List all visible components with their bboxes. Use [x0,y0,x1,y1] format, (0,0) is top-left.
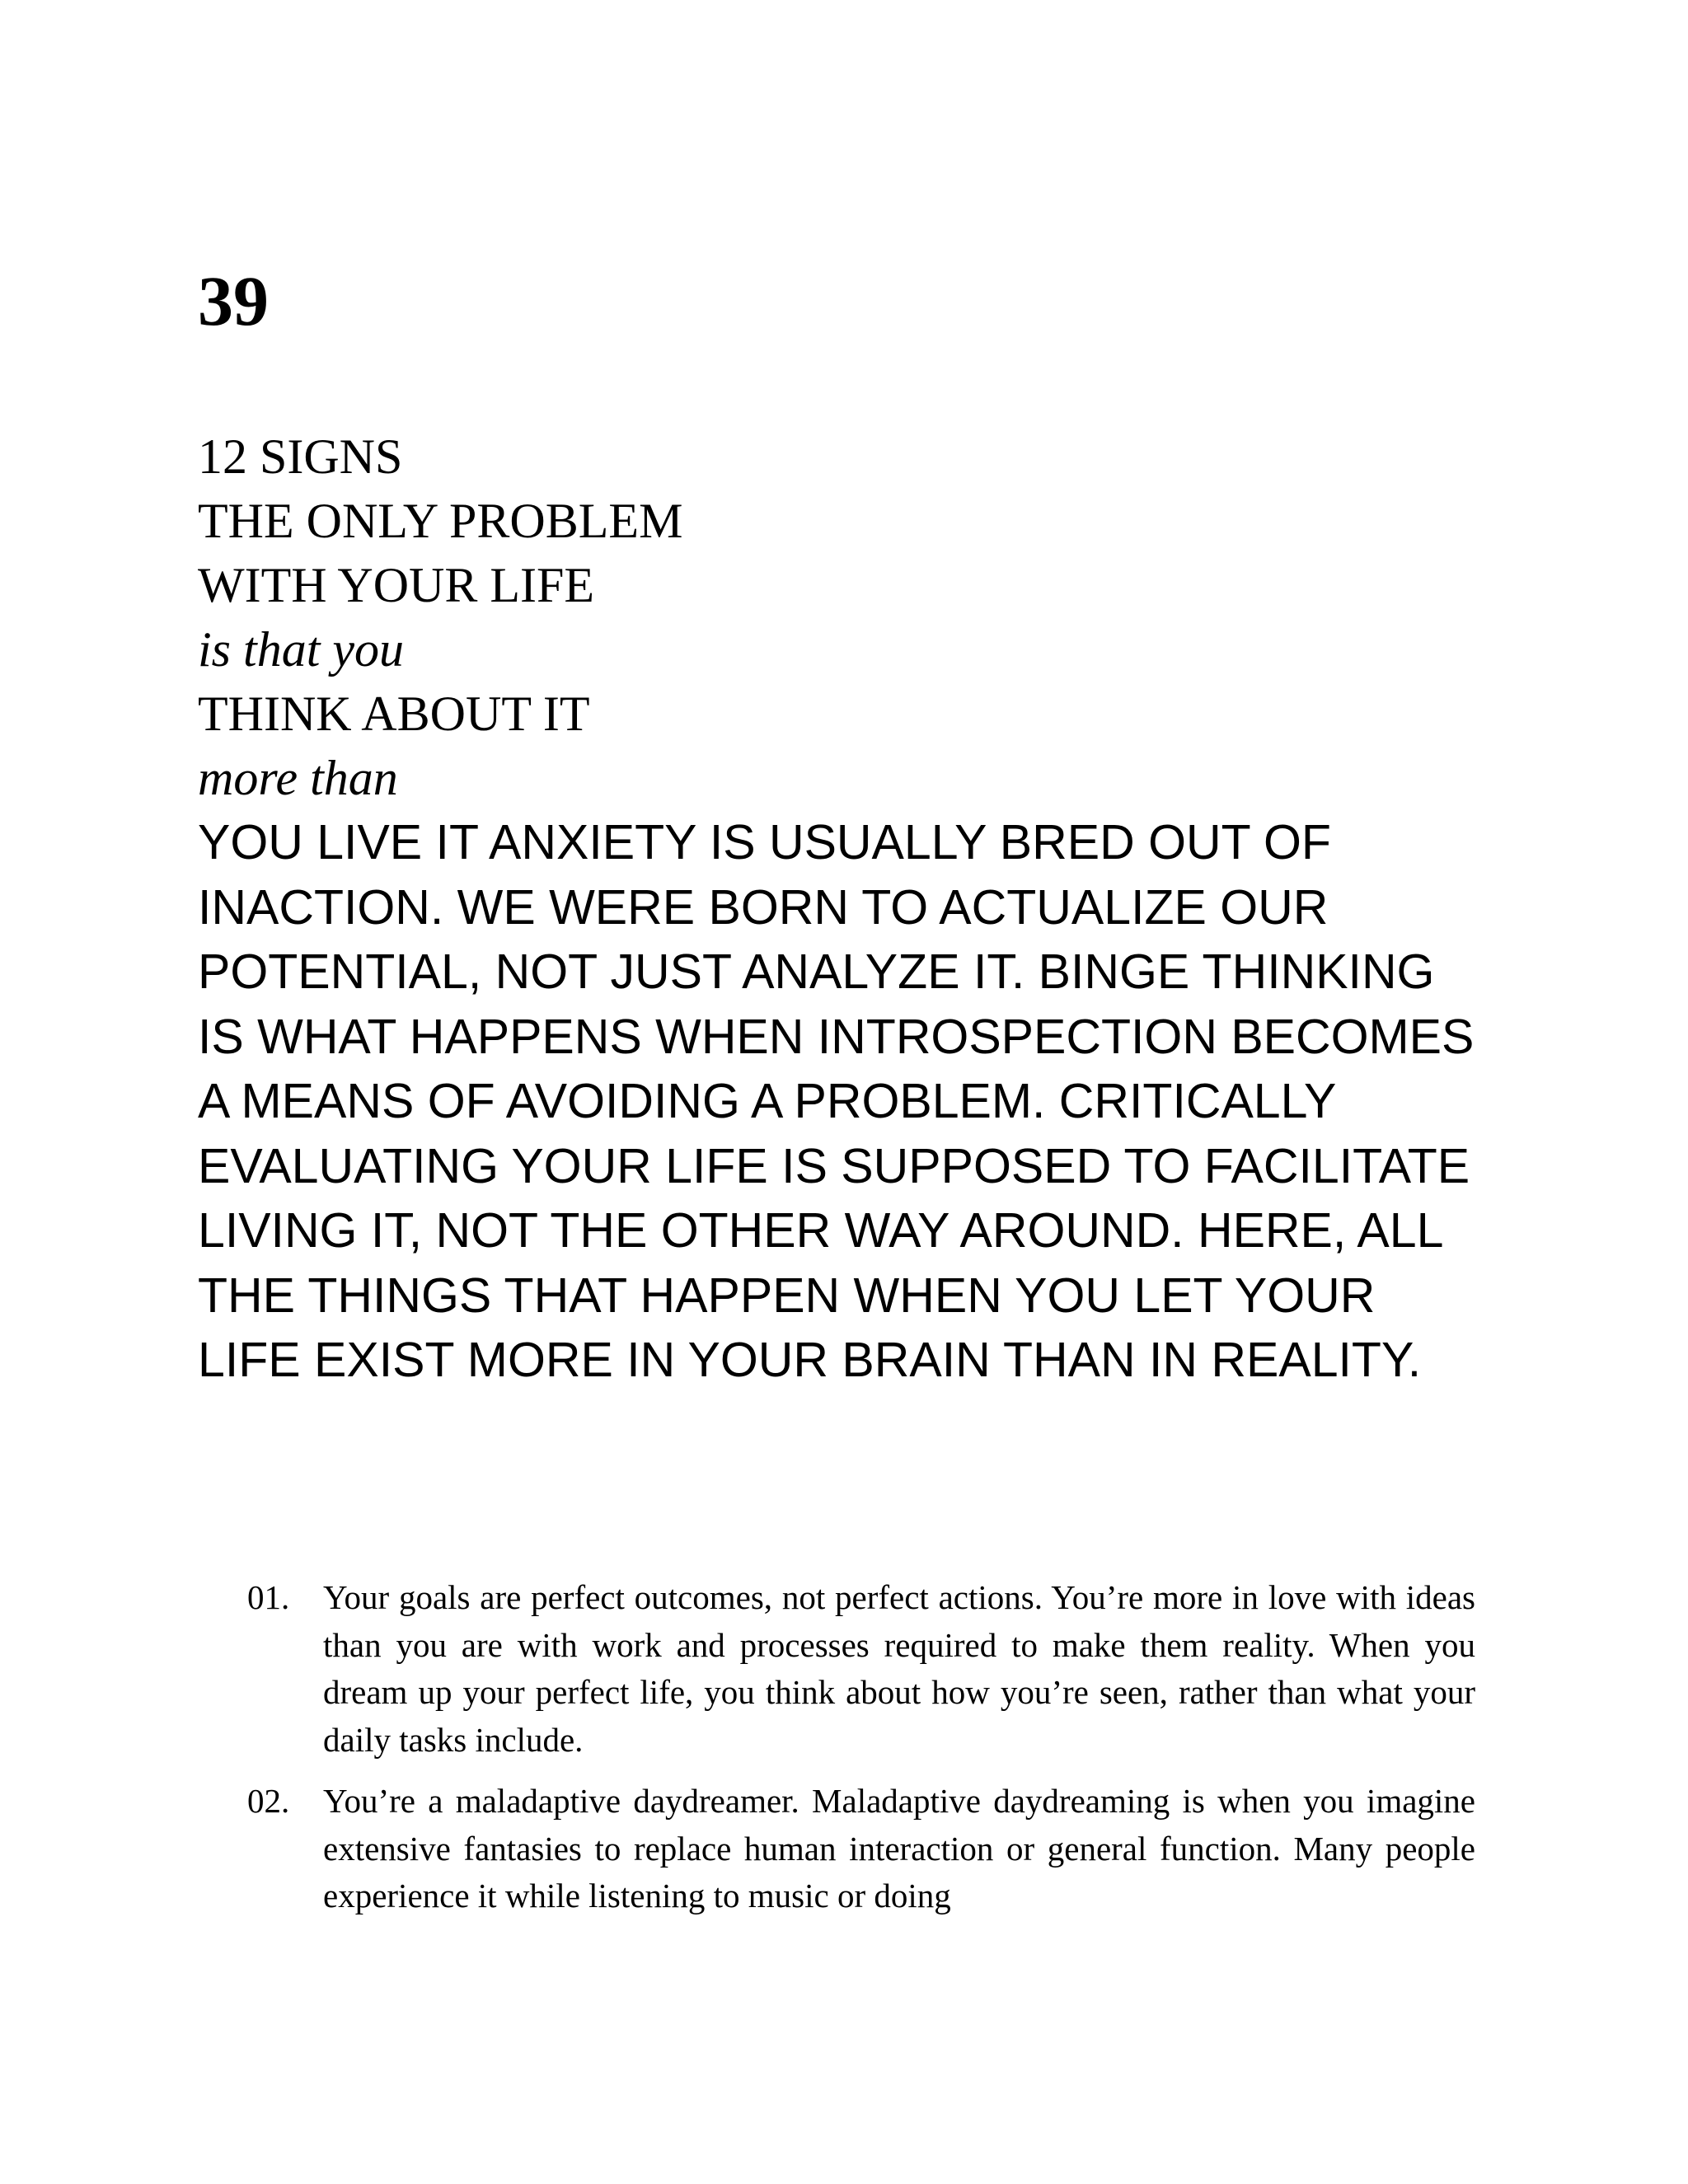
list-item [247,1778,1475,1920]
title-line-1: 12 SIGNS [198,429,403,484]
signs-list [247,1574,1475,1934]
chapter-title [198,424,1484,1393]
title-line-5: THINK ABOUT IT [198,687,590,741]
list-item-number: 02. [247,1782,290,1820]
chapter-intro: YOU LIVE IT ANXIETY IS USUALLY BRED OUT OF INACTION. WE WERE BORN TO ACTUALIZE OUR POTENTIAL, NOT JUST ANALYZE IT. BINGE THINKING IS WHAT HAPPENS WHEN INTROSPECTION BECOMES A MEANS OF AVOIDING A PROBLEM. CRITICALLY EVALUATING YOUR LIFE IS SUPPOSED TO FACILITATE LIVING IT, NOT THE OTHER WAY AROUND. HERE, ALL THE THINGS THAT HAPPEN WHEN YOU LET YOUR LIFE EXIST MORE IN YOUR BRAIN THAN IN REALITY. [198,815,1475,1387]
list-item-text: Your goals are perfect outcomes, not perfect actions. You’re more in love with ideas than you are with work and processes required to make them reality. When you dream up your perfect life, you think about how you’re seen, rather than what your daily tasks include. [323,1578,1475,1759]
title-line-3: WITH YOUR LIFE [198,558,595,612]
title-line-4: is that you [198,622,404,677]
title-line-6: more than [198,751,398,805]
chapter-number: 39 [198,261,269,340]
list-item-text: You’re a maladaptive daydreamer. Maladaptive daydreaming is when you imagine extensive fantasies to replace human interaction or general function. Many people experience it while listening to music or doing [323,1782,1475,1915]
list-item [247,1574,1475,1764]
list-item-number: 01. [247,1578,290,1616]
title-line-2: THE ONLY PROBLEM [198,494,683,548]
